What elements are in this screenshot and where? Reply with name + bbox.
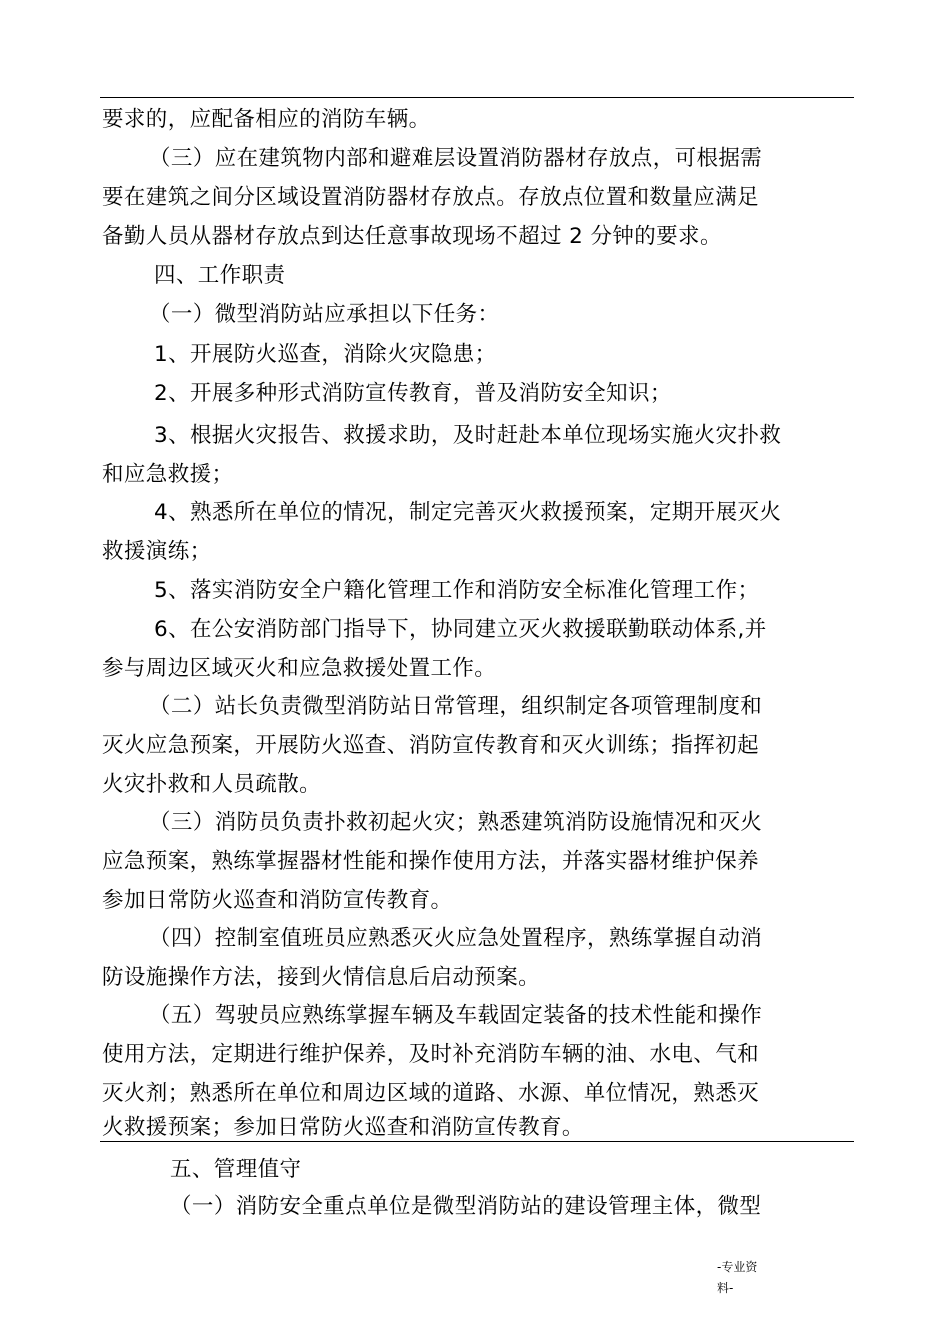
list-item: 1、开展防火巡查，消除火灾隐患；: [154, 342, 497, 367]
text-line: 应急预案，熟练掌握器材性能和操作使用方法，并落实器材维护保养: [102, 849, 760, 874]
text-line: 救援演练；: [102, 539, 212, 564]
footer-label: 料-: [717, 1281, 734, 1295]
text-line: （一）消防安全重点单位是微型消防站的建设管理主体，微型: [170, 1194, 762, 1219]
text-line: （三）消防员负责扑救初起火灾；熟悉建筑消防设施情况和灭火: [149, 810, 763, 835]
footer-label: -专业资: [717, 1260, 758, 1274]
list-item: 3、根据火灾报告、救援求助，及时赶赴本单位现场实施火灾扑救: [154, 423, 782, 448]
text-line: 和应急救援；: [102, 462, 234, 487]
text-line: 使用方法，定期进行维护保养，及时补充消防车辆的油、水电、气和: [102, 1042, 760, 1067]
section-heading: 四、工作职责: [154, 263, 286, 288]
text-line: 灭火剂；熟悉所在单位和周边区域的道路、水源、单位情况，熟悉灭: [102, 1081, 760, 1106]
text-line: 备勤人员从器材存放点到达任意事故现场不超过 2 分钟的要求。: [102, 224, 722, 249]
section-heading: 五、管理值守: [170, 1157, 302, 1182]
list-item: 5、落实消防安全户籍化管理工作和消防安全标准化管理工作；: [154, 578, 760, 603]
text-line: 参加日常防火巡查和消防宣传教育。: [102, 888, 453, 913]
text-line: 火灾扑救和人员疏散。: [102, 772, 322, 797]
top-rule: [100, 97, 854, 98]
list-item: 4、熟悉所在单位的情况，制定完善灭火救援预案，定期开展灭火: [154, 500, 782, 525]
text-line: 火救援预案；参加日常防火巡查和消防宣传教育。: [102, 1115, 584, 1140]
text-line: （一）微型消防站应承担以下任务：: [149, 302, 500, 327]
text-line: 防设施操作方法，接到火情信息后启动预案。: [102, 965, 541, 990]
list-item: 2、开展多种形式消防宣传教育，普及消防安全知识；: [154, 381, 672, 406]
list-item: 6、在公安消防部门指导下，协同建立灭火救援联勤联动体系,并: [154, 617, 767, 642]
text-line: （四）控制室值班员应熟悉灭火应急处置程序，熟练掌握自动消: [149, 926, 763, 951]
text-line: （二）站长负责微型消防站日常管理，组织制定各项管理制度和: [149, 694, 763, 719]
text-line: 要求的，应配备相应的消防车辆。: [102, 107, 431, 132]
section-divider: [100, 1141, 854, 1142]
text-line: 灭火应急预案，开展防火巡查、消防宣传教育和灭火训练；指挥初起: [102, 733, 760, 758]
text-line: （三）应在建筑物内部和避难层设置消防器材存放点，可根据需: [149, 146, 763, 171]
text-line: 要在建筑之间分区域设置消防器材存放点。存放点位置和数量应满足: [102, 185, 760, 210]
text-line: 参与周边区域灭火和应急救援处置工作。: [102, 656, 497, 681]
text-line: （五）驾驶员应熟练掌握车辆及车载固定装备的技术性能和操作: [149, 1003, 763, 1028]
